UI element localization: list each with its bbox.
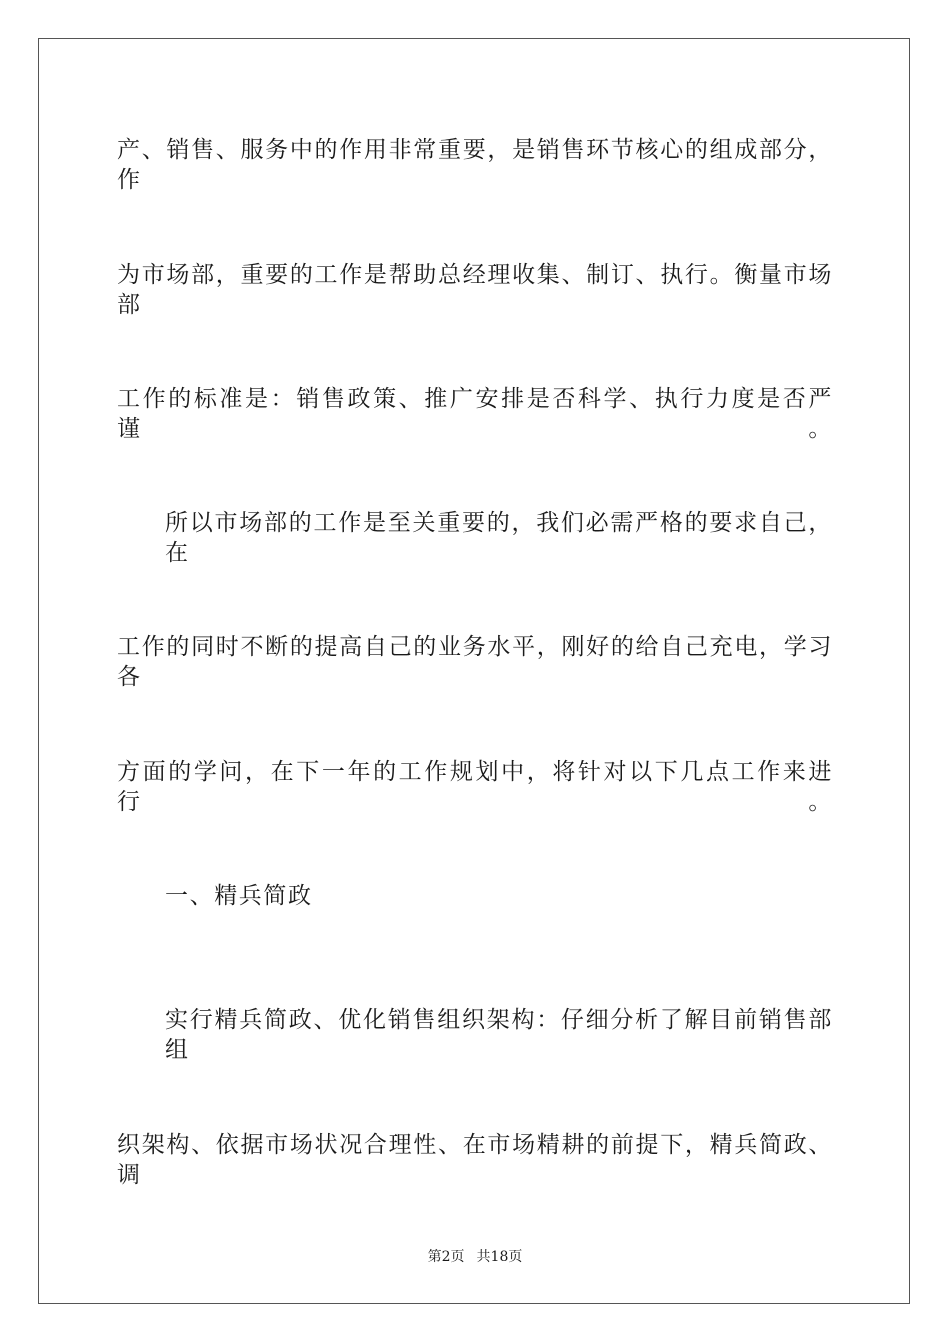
paragraph-line: 所以市场部的工作是至关重要的，我们必需严格的要求自己，在 [165,510,833,566]
page-number: 第2页 [427,1249,465,1265]
page-total: 共18页 [476,1249,523,1265]
paragraph-line: 织架构、依据市场状况合理性、在市场精耕的前提下，精兵简政、调 [117,1132,833,1188]
paragraph-line: 为市场部，重要的工作是帮助总经理收集、制订、执行。衡量市场部 [117,262,833,318]
page-footer [0,1248,950,1266]
paragraph-line: 方面的学问，在下一年的工作规划中，将针对以下几点工作来进行。 [117,759,833,815]
paragraph-line: 产、销售、服务中的作用非常重要，是销售环节核心的组成部分，作 [117,137,833,193]
paragraph-line: 工作的标准是：销售政策、推广安排是否科学、执行力度是否严谨。 [117,386,833,442]
paragraph-line: 实行精兵简政、优化销售组织架构：仔细分析了解目前销售部组 [165,1007,833,1063]
paragraph-line: 工作的同时不断的提高自己的业务水平，刚好的给自己充电，学习各 [117,634,833,690]
section-heading: 一、精兵简政 [165,883,313,909]
